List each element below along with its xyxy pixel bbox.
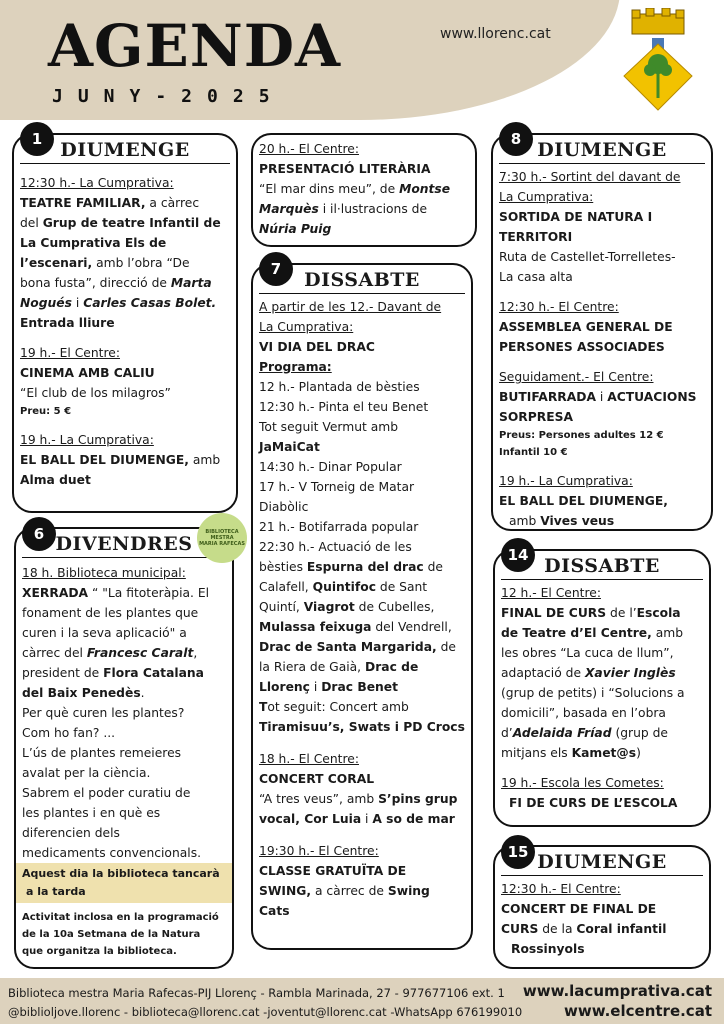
day-label: DIVENDRES <box>55 533 193 555</box>
event-time: 19 h.- La Cumprativa: <box>499 474 633 488</box>
event-time: 19 h.- El Centre: <box>20 346 120 360</box>
event-time: 12:30 h.- La Cumprativa: <box>20 176 174 190</box>
card-body: 7:30 h.- Sortint del davant de La Cumprativa: SORTIDA DE NATURA I TERRITORI Ruta de Castellet-Torrelletes- La casa alta 12:30 h.- El Centre: ASSEMBLEA GENERAL DE PERSONES ASSOCIADES Seguidament.- El Centre: BUTIFARRADA i ACTUACIONS SORPRESA Preus: Persones adultes 12 € Infantil 10 € 19 h.- La Cumprativa: EL BALL DEL DIUMENGE, amb Vives veus <box>499 167 705 531</box>
website-link[interactable]: www.llorenc.cat <box>440 26 551 42</box>
event-card-day-8 <box>491 133 713 531</box>
day-number-badge: 14 <box>501 538 535 572</box>
footer-link-lacumprativa[interactable]: www.lacumprativa.cat <box>522 982 712 1000</box>
day-number-badge: 15 <box>501 835 535 869</box>
event-card-day-1 <box>12 133 238 513</box>
footer <box>0 978 724 1024</box>
day-label: DIUMENGE <box>60 139 190 161</box>
footer-link-elcentre[interactable]: www.elcentre.cat <box>564 1002 712 1020</box>
event-time: 12 h.- El Centre: <box>501 586 601 600</box>
library-logo: BIBLIOTECA MESTRA MARIA RAFECAS <box>197 513 247 563</box>
event-card-day-20 <box>251 133 477 247</box>
day-label: DIUMENGE <box>537 851 667 873</box>
event-card-day-7 <box>251 263 473 950</box>
event-time: 7:30 h.- Sortint del davant de <box>499 170 681 184</box>
day-number-badge: 8 <box>499 122 533 156</box>
event-time: Seguidament.- El Centre: <box>499 370 654 384</box>
event-time: 19 h.- Escola les Cometes: <box>501 776 664 790</box>
coat-of-arms-icon <box>620 8 696 112</box>
event-time: 19 h.- La Cumprativa: <box>20 433 154 447</box>
day-number-badge: 1 <box>20 122 54 156</box>
event-time: 18 h.- El Centre: <box>259 752 359 766</box>
page-subtitle: JUNY-2025 <box>52 86 285 107</box>
card-body: 12:30 h.- El Centre: CONCERT DE FINAL DE CURS de la Coral infantil Rossinyols <box>501 879 703 959</box>
card-body: A partir de les 12.- Davant de La Cumprativa: VI DIA DEL DRAC Programa: 12 h.- Plantada de bèsties 12:30 h.- Pinta el teu Benet Tot seguit Vermut amb JaMaiCat 14:30 h.- Dinar Popular 17 h.- V Torneig de Matar Diabòlic 21 h.- Botifarrada popular 22:30 h.- Actuació de les bèsties Espurna del drac de Calafell, Quintifoc de Sant Quintí, Viagrot de Cubelles, Mulassa feixuga del Vendrell, Drac de Santa Margarida, de la Riera de Gaià, Drac de Llorenç i Drac Benet Tot seguit: Concert amb Tiramisuu’s, Swats i PD Crocs 18 h.- El Centre: CONCERT CORAL “A tres veus”, amb S’pins grup vocal, Cor Luia i A so de mar 19:30 h.- El Centre: CLASSE GRATUÏTA DE SWING, a càrrec de Swing Cats <box>259 297 465 921</box>
event-time: A partir de les 12.- Davant de <box>259 300 442 314</box>
event-card-day-6 <box>14 527 234 969</box>
footer-contacts: @biblioljove.llorenc - biblioteca@llorenc.cat -joventut@llorenc.cat -WhatsApp 676199010 <box>8 1005 523 1019</box>
event-time: 20 h.- El Centre: <box>259 142 359 156</box>
day-label: DIUMENGE <box>537 139 667 161</box>
footer-address: Biblioteca mestra Maria Rafecas-PIJ Llorenç - Rambla Marinada, 27 - 977677106 ext. 1 <box>8 986 505 1000</box>
card-body: 12:30 h.- La Cumprativa: TEATRE FAMILIAR, a càrrec del Grup de teatre Infantil de La Cumprativa Els de l’escenari, amb l’obra “De bona fusta”, direcció de Marta Nogués i Carles Casas Bolet. Entrada lliure 19 h.- El Centre: CINEMA AMB CALIU “El club de los milagros” Preu: 5 € 19 h.- La Cumprativa: EL BALL DEL DIUMENGE, amb Alma duet <box>20 173 230 490</box>
event-card-day-14 <box>493 549 711 827</box>
event-time: 18 h. Biblioteca municipal: <box>22 566 186 580</box>
card-body: 12 h.- El Centre: FINAL DE CURS de l’Escola de Teatre d’El Centre, amb les obres “La cuca de llum”, adaptació de Xavier Inglès (grup de petits) i “Solucions a domicili”, basada en l’obra d’Adelaida Fríad (grup de mitjans els Kamet@s) 19 h.- Escola les Cometes: FI DE CURS DE L’ESCOLA <box>501 583 703 813</box>
programme-note: Activitat inclosa en la programació <box>22 912 219 923</box>
event-time: 12:30 h.- El Centre: <box>501 882 621 896</box>
card-body: 18 h. Biblioteca municipal: XERRADA “ "La fitoteràpia. El fonament de les plantes que curen i la seva aplicació" a càrrec del Francesc Caralt, president de Flora Catalana del Baix Penedès. Per què curen les plantes? Com ho fan? ... L’ús de plantes remeieres avalat per la ciència. Sabrem el poder curatiu de les plantes i en què es diferencien dels medicaments convencionals. Aquest dia la biblioteca tancarà a la tarda Activitat inclosa en la programació de la 10a Setmana de la Natura que organitza la biblioteca. <box>22 563 226 960</box>
card-body: 20 h.- El Centre: PRESENTACIÓ LITERÀRIA “El mar dins meu”, de Montse Marquès i il·lustracions de Núria Puig <box>259 139 469 239</box>
closing-notice: Aquest dia la biblioteca tancarà a la tarda <box>16 863 232 903</box>
day-label: DISSABTE <box>304 269 420 291</box>
day-label: DISSABTE <box>544 555 660 577</box>
event-time: 12:30 h.- El Centre: <box>499 300 619 314</box>
day-number-badge: 6 <box>22 517 56 551</box>
page-title: AGENDA <box>48 12 342 80</box>
event-time: 19:30 h.- El Centre: <box>259 844 379 858</box>
day-number-badge: 7 <box>259 252 293 286</box>
